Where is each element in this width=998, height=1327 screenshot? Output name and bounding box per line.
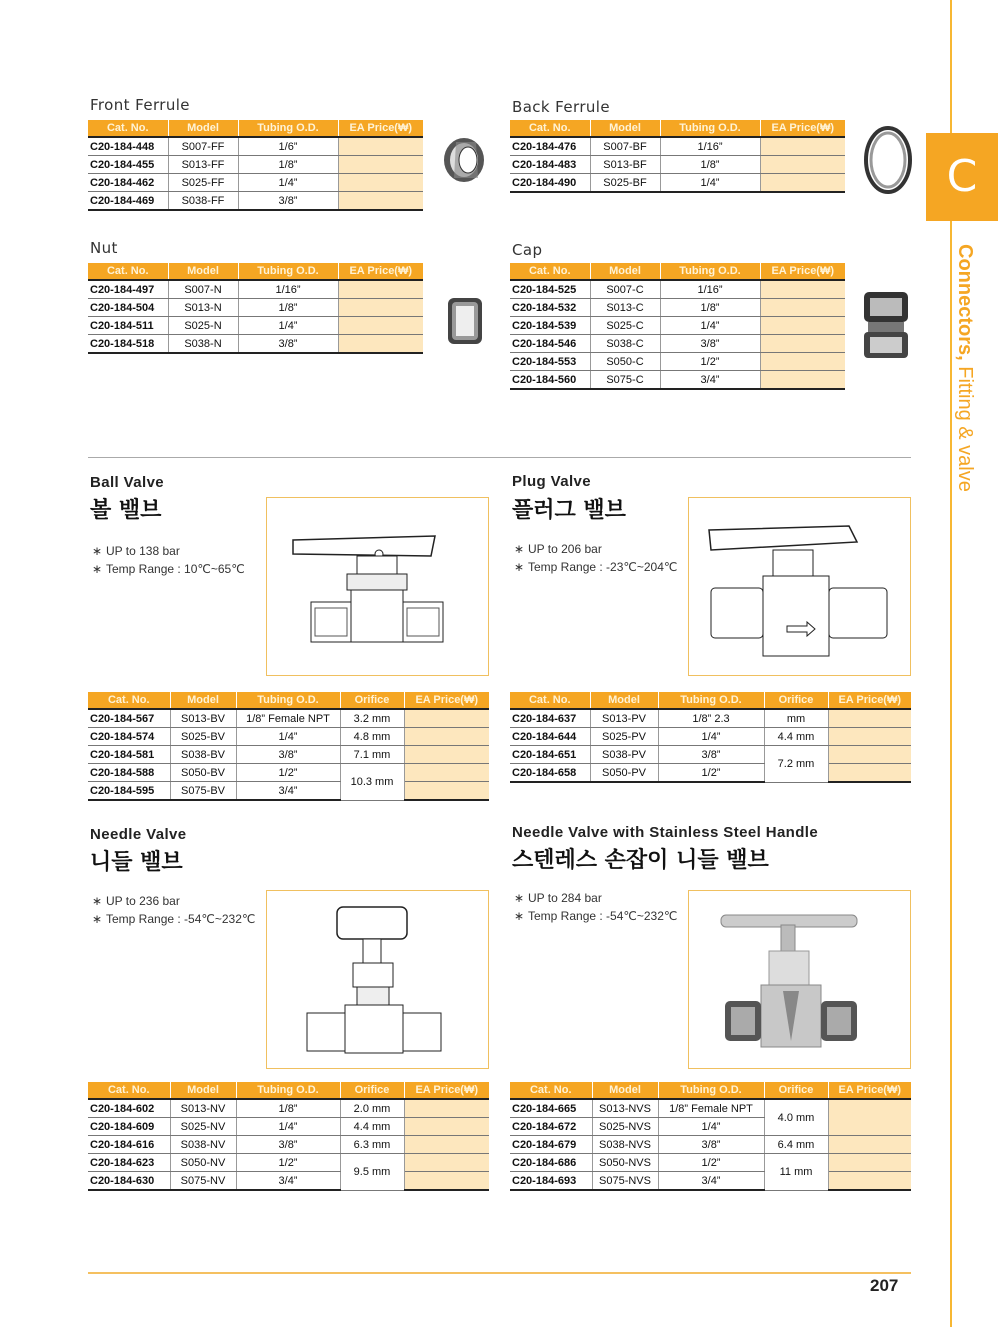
orifice-cell: 6.3 mm [340,1136,404,1154]
cat-no-cell: C20-184-637 [510,709,590,728]
col-ea-price: EA Price(₩) [338,263,423,280]
orifice-cell: 9.5 mm [340,1154,404,1191]
table-header-row [510,692,911,709]
price-cell [828,1154,911,1172]
cat-no-cell: C20-184-560 [510,371,590,390]
orifice-cell: 11 mm [764,1154,828,1191]
model-cell: S025-FF [168,174,238,192]
price-cell [404,709,489,728]
col-model: Model [592,1082,658,1099]
table-row [88,137,423,156]
table-row [88,174,423,192]
col-cat-no: Cat. No. [88,692,170,709]
tubing-od-cell: 1/16” [660,280,760,299]
col-model: Model [590,692,658,709]
needle-valve-table [88,1082,489,1191]
col-cat-no: Cat. No. [88,1082,170,1099]
cat-no-cell: C20-184-497 [88,280,168,299]
model-cell: S013-NVS [592,1099,658,1118]
table-header-row [510,1082,911,1099]
tubing-od-cell: 3/4” [236,1172,340,1191]
section-divider [88,457,911,458]
front-ferrule-table [88,120,423,211]
table-row [510,764,911,783]
table-row [510,156,845,174]
table-row [88,156,423,174]
orifice-cell: 6.4 mm [764,1136,828,1154]
price-cell [828,764,911,783]
bullet: ∗ [92,562,103,576]
table-row [510,1099,911,1118]
tubing-od-cell: 1/8” [238,299,338,317]
cat-no-cell: C20-184-644 [510,728,590,746]
ball-valve-title: Ball Valve [90,474,165,491]
bullet: ∗ [92,894,103,908]
tubing-od-cell: 1/8” Female NPT [236,709,340,728]
model-cell: S025-NV [170,1118,236,1136]
cat-no-cell: C20-184-679 [510,1136,592,1154]
price-cell [404,746,489,764]
orifice-cell: 7.1 mm [340,746,404,764]
table-row [510,371,845,390]
tubing-od-cell: 3/4” [236,782,340,801]
table-header-row [88,120,423,137]
cat-no-cell: C20-184-686 [510,1154,592,1172]
col-orifice: Orifice [764,1082,828,1099]
cap-title: Cap [512,241,543,259]
col-model: Model [170,692,236,709]
table-row [88,280,423,299]
tubing-od-cell: 3/4” [660,371,760,390]
col-ea-price: EA Price(₩) [338,120,423,137]
cat-no-cell: C20-184-511 [88,317,168,335]
cat-no-cell: C20-184-595 [88,782,170,801]
tubing-od-cell: 1/4” [660,317,760,335]
col-tubing-od: Tubing O.D. [238,263,338,280]
price-cell [828,1099,911,1136]
pressure-spec: UP to 284 bar [528,891,602,905]
orifice-cell: 4.0 mm [764,1099,828,1136]
orifice-cell: 4.4 mm [340,1118,404,1136]
model-cell: S025-BF [590,174,660,193]
ball-valve-image [266,497,489,676]
table-row [88,709,489,728]
table-row [88,764,489,782]
model-cell: S013-C [590,299,660,317]
tubing-od-cell: 1/8” [660,156,760,174]
cat-no-cell: C20-184-546 [510,335,590,353]
back-ferrule-table [510,120,845,193]
orifice-cell: mm [764,709,828,728]
back-ferrule-image [850,96,924,226]
chapter-label [953,244,976,544]
col-cat-no: Cat. No. [510,120,590,137]
price-cell [760,299,845,317]
model-cell: S013-N [168,299,238,317]
table-row [88,746,489,764]
tubing-od-cell: 3/8” [658,746,764,764]
col-model: Model [170,1082,236,1099]
plug-valve-specs [514,540,677,576]
temp-spec: Temp Range : 10℃~65℃ [106,562,245,576]
tubing-od-cell: 1/8” [238,156,338,174]
col-model: Model [590,263,660,280]
pressure-spec: UP to 206 bar [528,542,602,556]
tubing-od-cell: 1/2” [236,764,340,782]
col-ea-price: EA Price(₩) [404,1082,489,1099]
tubing-od-cell: 1/4” [236,1118,340,1136]
cat-no-cell: C20-184-574 [88,728,170,746]
model-cell: S038-BV [170,746,236,764]
price-cell [338,156,423,174]
model-cell: S007-FF [168,137,238,156]
col-cat-no: Cat. No. [510,692,590,709]
plug-valve-title: Plug Valve [512,473,592,490]
front-ferrule-title: Front Ferrule [90,96,190,114]
cat-no-cell: C20-184-462 [88,174,168,192]
price-cell [404,728,489,746]
needle-valve-ss-title: Needle Valve with Stainless Steel Handle [512,824,819,841]
cat-no-cell: C20-184-553 [510,353,590,371]
model-cell: S050-NVS [592,1154,658,1172]
cap-image [852,270,924,380]
model-cell: S013-NV [170,1099,236,1118]
chapter-label-bold: Connectors, [954,244,976,361]
tubing-od-cell: 1/2” [660,353,760,371]
cat-no-cell: C20-184-672 [510,1118,592,1136]
tubing-od-cell: 1/2” [658,764,764,783]
table-row [510,317,845,335]
needle-valve-title-kor: 니들 밸브 [90,850,183,875]
table-row [88,1154,489,1172]
plug-valve-image [688,497,911,676]
cat-no-cell: C20-184-630 [88,1172,170,1191]
model-cell: S013-FF [168,156,238,174]
table-row [510,1154,911,1172]
col-ea-price: EA Price(₩) [760,120,845,137]
table-row [88,317,423,335]
model-cell: S050-C [590,353,660,371]
col-tubing-od: Tubing O.D. [658,692,764,709]
price-cell [760,174,845,193]
table-row [510,335,845,353]
model-cell: S050-PV [590,764,658,783]
table-row [88,728,489,746]
cat-no-cell: C20-184-693 [510,1172,592,1191]
nut-table [88,263,423,354]
cat-no-cell: C20-184-469 [88,192,168,211]
tubing-od-cell: 1/2” [658,1154,764,1172]
table-row [88,299,423,317]
table-row [510,746,911,764]
table-row [88,1099,489,1118]
price-cell [760,156,845,174]
col-model: Model [168,120,238,137]
orifice-cell: 10.3 mm [340,764,404,801]
page-number: 207 [870,1276,899,1295]
tubing-od-cell: 1/6” [238,137,338,156]
model-cell: S025-PV [590,728,658,746]
table-row [88,782,489,801]
price-cell [760,353,845,371]
footer-rule [88,1272,911,1274]
model-cell: S038-N [168,335,238,354]
orifice-cell: 2.0 mm [340,1099,404,1118]
tubing-od-cell: 3/8” [658,1136,764,1154]
pressure-spec: UP to 236 bar [106,894,180,908]
table-row [510,1136,911,1154]
model-cell: S007-C [590,280,660,299]
table-row [88,1172,489,1191]
tubing-od-cell: 1/8” [236,1099,340,1118]
ball-valve-specs [92,542,245,578]
model-cell: S075-C [590,371,660,390]
price-cell [828,709,911,728]
tubing-od-cell: 1/4” [238,174,338,192]
price-cell [760,137,845,156]
model-cell: S075-NVS [592,1172,658,1191]
price-cell [404,764,489,782]
tubing-od-cell: 1/4” [236,728,340,746]
cat-no-cell: C20-184-567 [88,709,170,728]
needle-valve-ss-table [510,1082,911,1191]
temp-spec: Temp Range : -23℃~204℃ [528,560,678,574]
chapter-tab: C [926,133,998,221]
price-cell [404,782,489,801]
price-cell [338,335,423,354]
cat-no-cell: C20-184-581 [88,746,170,764]
model-cell: S007-N [168,280,238,299]
col-orifice: Orifice [764,692,828,709]
table-row [88,1136,489,1154]
table-row [510,728,911,746]
ball-valve-table [88,692,489,801]
cat-no-cell: C20-184-623 [88,1154,170,1172]
model-cell: S007-BF [590,137,660,156]
cat-no-cell: C20-184-602 [88,1099,170,1118]
back-ferrule-title: Back Ferrule [512,98,610,116]
price-cell [338,174,423,192]
tubing-od-cell: 1/4” [658,1118,764,1136]
model-cell: S038-PV [590,746,658,764]
front-ferrule-image [428,96,502,216]
col-model: Model [168,263,238,280]
col-orifice: Orifice [340,1082,404,1099]
cap-table [510,263,845,390]
price-cell [338,280,423,299]
price-cell [828,746,911,764]
model-cell: S075-NV [170,1172,236,1191]
bullet: ∗ [514,542,525,556]
cat-no-cell: C20-184-658 [510,764,590,783]
col-ea-price: EA Price(₩) [828,692,911,709]
orifice-cell: 7.2 mm [764,746,828,783]
col-orifice: Orifice [340,692,404,709]
needle-valve-ss-specs [514,889,677,925]
price-cell [760,317,845,335]
model-cell: S013-BV [170,709,236,728]
cat-no-cell: C20-184-532 [510,299,590,317]
table-header-row [88,263,423,280]
table-header-row [88,692,489,709]
cat-no-cell: C20-184-525 [510,280,590,299]
model-cell: S050-BV [170,764,236,782]
table-header-row [510,263,845,280]
model-cell: S038-C [590,335,660,353]
orifice-cell: 3.2 mm [340,709,404,728]
price-cell [404,1172,489,1191]
cat-no-cell: C20-184-665 [510,1099,592,1118]
plug-valve-table [510,692,911,783]
price-cell [828,1172,911,1191]
price-cell [338,137,423,156]
table-row [510,353,845,371]
price-cell [404,1099,489,1118]
price-cell [338,299,423,317]
table-row [88,335,423,354]
orifice-cell: 4.8 mm [340,728,404,746]
col-tubing-od: Tubing O.D. [236,1082,340,1099]
model-cell: S038-NVS [592,1136,658,1154]
col-tubing-od: Tubing O.D. [660,263,760,280]
needle-valve-title: Needle Valve [90,826,187,843]
model-cell: S013-BF [590,156,660,174]
cat-no-cell: C20-184-651 [510,746,590,764]
tubing-od-cell: 3/8” [660,335,760,353]
table-row [510,1172,911,1191]
nut-title: Nut [90,239,118,257]
bullet: ∗ [514,560,525,574]
table-row [510,137,845,156]
table-row [510,709,911,728]
price-cell [760,280,845,299]
chapter-label-rest: Fitting & valve [954,360,976,492]
table-row [510,280,845,299]
cat-no-cell: C20-184-490 [510,174,590,193]
price-cell [404,1136,489,1154]
needle-valve-ss-title-kor: 스텐레스 손잡이 니들 밸브 [512,848,769,873]
col-ea-price: EA Price(₩) [828,1082,911,1099]
col-model: Model [590,120,660,137]
price-cell [760,335,845,353]
price-cell [828,728,911,746]
tubing-od-cell: 1/8” [660,299,760,317]
model-cell: S025-NVS [592,1118,658,1136]
model-cell: S050-NV [170,1154,236,1172]
price-cell [404,1118,489,1136]
col-cat-no: Cat. No. [510,263,590,280]
tubing-od-cell: 1/4” [660,174,760,193]
col-cat-no: Cat. No. [88,263,168,280]
model-cell: S025-BV [170,728,236,746]
price-cell [338,317,423,335]
cat-no-cell: C20-184-518 [88,335,168,354]
needle-valve-image [266,890,489,1069]
tubing-od-cell: 1/8” Female NPT [658,1099,764,1118]
price-cell [760,371,845,390]
model-cell: S075-BV [170,782,236,801]
cat-no-cell: C20-184-476 [510,137,590,156]
plug-valve-title-kor: 플러그 밸브 [512,498,626,523]
tubing-od-cell: 1/4” [238,317,338,335]
cat-no-cell: C20-184-455 [88,156,168,174]
cat-no-cell: C20-184-609 [88,1118,170,1136]
col-ea-price: EA Price(₩) [760,263,845,280]
col-tubing-od: Tubing O.D. [658,1082,764,1099]
model-cell: S025-C [590,317,660,335]
cat-no-cell: C20-184-616 [88,1136,170,1154]
table-row [510,299,845,317]
col-ea-price: EA Price(₩) [404,692,489,709]
tubing-od-cell: 1/2” [236,1154,340,1172]
pressure-spec: UP to 138 bar [106,544,180,558]
tubing-od-cell: 1/16” [238,280,338,299]
tubing-od-cell: 1/4” [658,728,764,746]
bullet: ∗ [92,544,103,558]
table-row [88,192,423,211]
price-cell [404,1154,489,1172]
ball-valve-title-kor: 볼 밸브 [90,498,162,523]
cat-no-cell: C20-184-448 [88,137,168,156]
cat-no-cell: C20-184-588 [88,764,170,782]
temp-spec: Temp Range : -54℃~232℃ [528,909,678,923]
orifice-cell: 4.4 mm [764,728,828,746]
table-row [510,174,845,193]
col-cat-no: Cat. No. [510,1082,592,1099]
needle-valve-ss-image [688,890,911,1069]
col-cat-no: Cat. No. [88,120,168,137]
cat-no-cell: C20-184-504 [88,299,168,317]
tubing-od-cell: 3/8” [238,192,338,211]
table-header-row [88,1082,489,1099]
tubing-od-cell: 3/4” [658,1172,764,1191]
model-cell: S013-PV [590,709,658,728]
bullet: ∗ [514,891,525,905]
nut-image [430,260,502,380]
needle-valve-specs [92,892,255,928]
tubing-od-cell: 3/8” [236,746,340,764]
tubing-od-cell: 1/16” [660,137,760,156]
tubing-od-cell: 3/8” [236,1136,340,1154]
tubing-od-cell: 1/8” 2.3 [658,709,764,728]
cat-no-cell: C20-184-539 [510,317,590,335]
bullet: ∗ [514,909,525,923]
price-cell [338,192,423,211]
model-cell: S038-NV [170,1136,236,1154]
model-cell: S038-FF [168,192,238,211]
cat-no-cell: C20-184-483 [510,156,590,174]
temp-spec: Temp Range : -54℃~232℃ [106,912,256,926]
bullet: ∗ [92,912,103,926]
table-row [88,1118,489,1136]
col-tubing-od: Tubing O.D. [238,120,338,137]
model-cell: S025-N [168,317,238,335]
price-cell [828,1136,911,1154]
col-tubing-od: Tubing O.D. [236,692,340,709]
tubing-od-cell: 3/8” [238,335,338,354]
table-header-row [510,120,845,137]
col-tubing-od: Tubing O.D. [660,120,760,137]
